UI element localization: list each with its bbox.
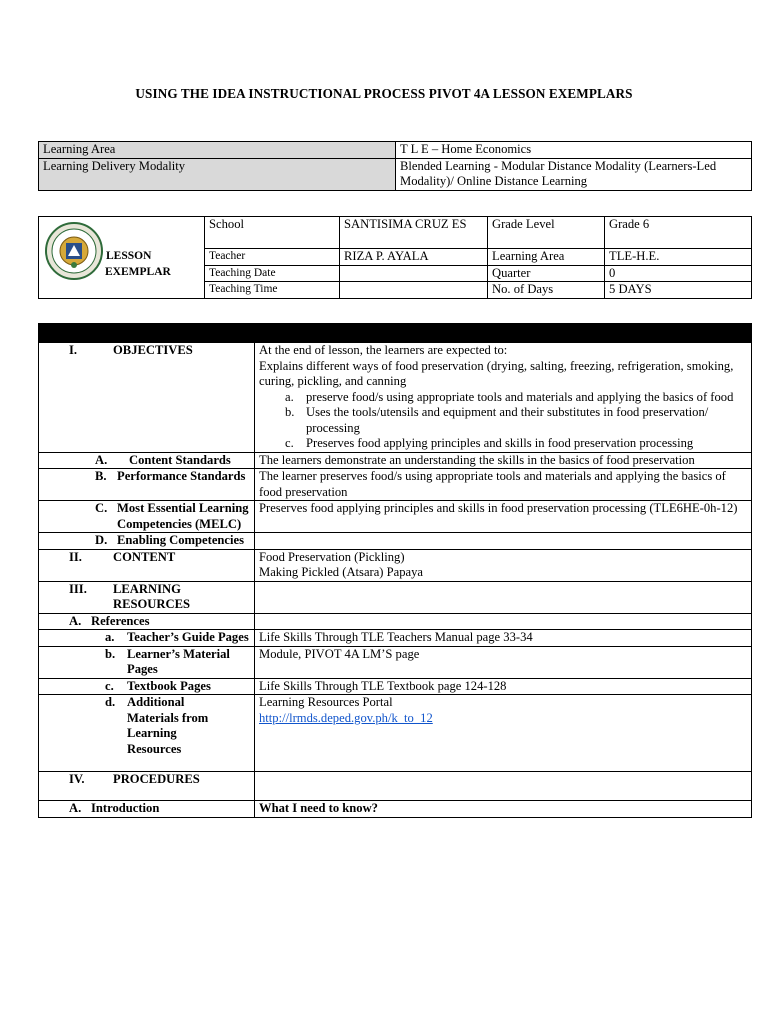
teacher-value: RIZA P. AYALA <box>340 249 488 266</box>
school-value: SANTISIMA CRUZ ES <box>340 217 488 249</box>
additional-materials-value: Learning Resources Portal <box>259 695 393 709</box>
learning-resources-row: III. LEARNING RESOURCES <box>39 581 752 613</box>
textbook-value: Life Skills Through TLE Textbook page 124-128 <box>255 678 752 695</box>
grade-value: Grade 6 <box>605 217 752 249</box>
school-label: School <box>205 217 340 249</box>
content-value-2: Making Pickled (Atsara) Papaya <box>259 565 424 579</box>
teachers-guide-value: Life Skills Through TLE Teachers Manual page 33-34 <box>255 630 752 647</box>
school-seal-logo <box>44 221 104 281</box>
content-standards-row: A. Content Standards The learners demonstrate an understanding the skills in the basics of food preservation <box>39 452 752 469</box>
learning-resources-label: LEARNING RESOURCES <box>113 581 190 611</box>
teachers-guide-label: Teacher’s Guide Pages <box>127 630 249 644</box>
content-value-1: Food Preservation (Pickling) <box>259 549 405 564</box>
objective-item: b. Uses the tools/utensils and equipment and their substitutes in food preservation/ processing <box>285 405 709 435</box>
introduction-value: What I need to know? <box>255 801 752 818</box>
content-standards-label: Content Standards <box>129 452 231 467</box>
content-label: CONTENT <box>113 549 176 564</box>
learners-material-value: Module, PIVOT 4A LM’S page <box>255 646 752 678</box>
time-label: Teaching Time <box>205 282 340 299</box>
performance-standards-value: The learner preserves food/s using appropriate tools and materials and applying the basics of food preservation <box>255 469 752 501</box>
black-header-bar <box>39 324 752 343</box>
content-standards-value: The learners demonstrate an understanding the skills in the basics of food preservation <box>255 452 752 469</box>
info-value: T L E – Home Economics <box>396 142 752 159</box>
enabling-competencies-label: Enabling Competencies <box>117 533 244 547</box>
melc-value: Preserves food applying principles and skills in food preservation processing (TLE6HE-0h-12) <box>255 501 752 533</box>
objectives-num: I. <box>69 343 78 357</box>
grade-label: Grade Level <box>488 217 605 249</box>
quarter-value: 0 <box>605 265 752 282</box>
references-row: A. References <box>39 613 752 630</box>
additional-materials-label: Additional Materials from Learning Resources <box>127 695 209 756</box>
info-row-modality <box>39 158 752 190</box>
lesson-body-table <box>38 323 752 818</box>
lrmds-portal-link[interactable]: http://lrmds.deped.gov.ph/k_to_12 <box>259 710 433 725</box>
area-label: Learning Area <box>488 249 605 266</box>
teachers-guide-row: a. Teacher’s Guide Pages Life Skills Through TLE Teachers Manual page 33-34 <box>39 630 752 647</box>
days-label: No. of Days <box>488 282 605 299</box>
introduction-label: Introduction <box>91 801 160 815</box>
time-value <box>340 282 488 299</box>
melc-row: C. Most Essential Learning Competencies (MELC) Preserves food applying principles and skills in food preservation processing (TLE6HE-0h-12) <box>39 501 752 533</box>
objectives-label: OBJECTIVES <box>113 343 193 357</box>
date-label: Teaching Date <box>205 265 340 282</box>
info-table <box>38 141 752 191</box>
performance-standards-label: Performance Standards <box>117 469 246 483</box>
objectives-row <box>39 343 752 453</box>
objectives-intro: At the end of lesson, the learners are expected to: <box>259 343 508 357</box>
document-title: USING THE IDEA INSTRUCTIONAL PROCESS PIVOT 4A LESSON EXEMPLARS <box>135 86 633 101</box>
logo-cell <box>39 217 205 299</box>
objectives-main: Explains different ways of food preservation (drying, salting, freezing, refrigeration, smoking, curing, pickling, and canning <box>259 358 734 388</box>
enabling-competencies-value <box>255 533 752 550</box>
textbook-row: c. Textbook Pages Life Skills Through TLE Textbook page 124-128 <box>39 678 752 695</box>
teacher-label: Teacher <box>205 249 340 266</box>
learners-material-row: b. Learner’s Material Pages Module, PIVOT 4A LM’S page <box>39 646 752 678</box>
info-value: Blended Learning - Modular Distance Modality (Learners-Led Modality)/ Online Distance Learning <box>396 158 752 190</box>
learners-material-label: Learner’s Material Pages <box>127 646 230 676</box>
objectives-list <box>259 390 747 452</box>
content-row: II. CONTENT Food Preservation (Pickling) Making Pickled (Atsara) Papaya <box>39 549 752 581</box>
info-label: Learning Delivery Modality <box>39 158 396 190</box>
textbook-label: Textbook Pages <box>127 678 211 693</box>
objective-item: c. Preserves food applying principles and skills in food preservation processing <box>285 436 694 450</box>
additional-materials-row: d. Additional Materials from Learning Resources Learning Resources Portal http://lrmds.deped.gov.ph/k_to_12 <box>39 695 752 772</box>
enabling-competencies-row: D. Enabling Competencies <box>39 533 752 550</box>
days-value: 5 DAYS <box>605 282 752 299</box>
date-value <box>340 265 488 282</box>
lesson-header-table <box>38 216 752 299</box>
melc-label: Most Essential Learning Competencies (MELC) <box>117 501 249 531</box>
references-label: References <box>91 613 150 628</box>
lesson-label: LESSON <box>106 250 152 262</box>
introduction-row: A. Introduction What I need to know? <box>39 801 752 818</box>
info-row-area <box>39 142 752 159</box>
procedures-label: PROCEDURES <box>113 772 200 786</box>
objective-item: a. preserve food/s using appropriate tools and materials and applying the basics of food <box>285 389 734 404</box>
performance-standards-row: B. Performance Standards The learner preserves food/s using appropriate tools and materials and applying the basics of food preservation <box>39 469 752 501</box>
procedures-row: IV. PROCEDURES <box>39 772 752 801</box>
area-value: TLE-H.E. <box>605 249 752 266</box>
quarter-label: Quarter <box>488 265 605 282</box>
exemplar-label: EXEMPLAR <box>105 266 171 278</box>
info-label: Learning Area <box>39 142 396 159</box>
